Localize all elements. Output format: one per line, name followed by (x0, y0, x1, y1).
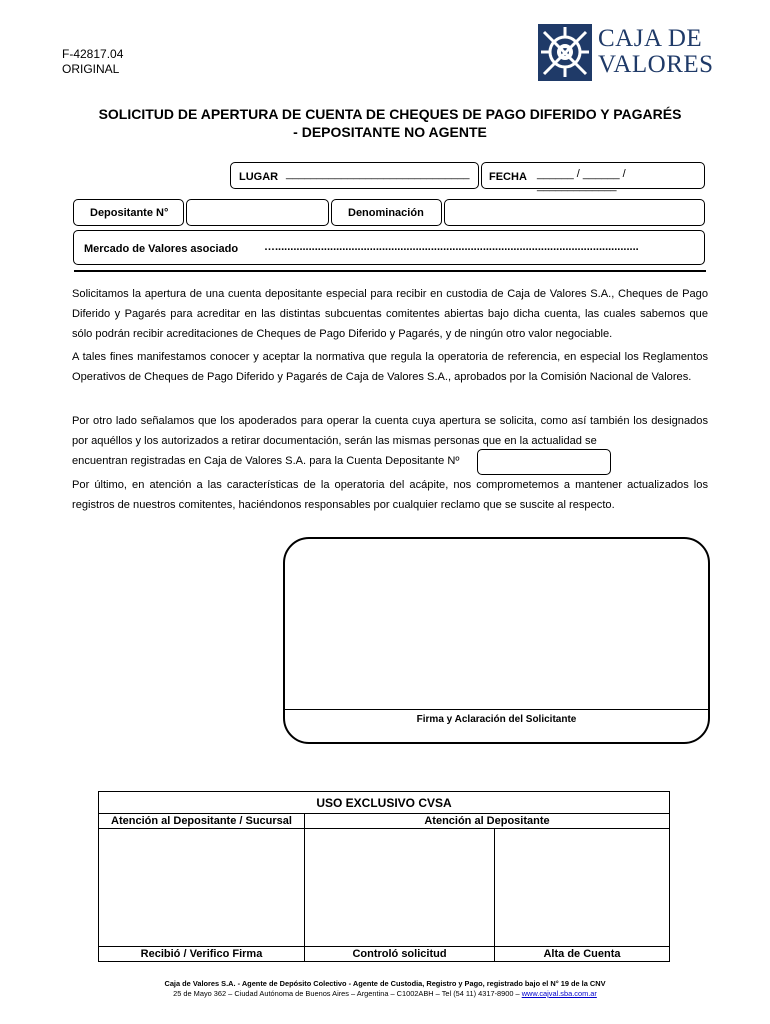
mercado-field[interactable] (73, 230, 705, 265)
footer-line-2: 25 de Mayo 362 – Ciudad Autónoma de Buenos Aires – Argentina – C1002ABH – Tel (54 11) 4317-8900 – (173, 989, 522, 998)
paragraph-1: Solicitamos la apertura de una cuenta depositante especial para recibir en custodia de Caja de Valores S.A., Cheques de Pago Diferido y Pagarés para acreditar en las distintas subcuentas comitentes abiertas bajo dicha cuenta, las cuales sabemos que sólo podrán recibir acreditaciones de Cheques de Pago Diferido y Pagarés, y de ningún otro valor negociable. (72, 288, 708, 340)
denominacion-label-box (331, 199, 442, 226)
form-code-block (62, 47, 123, 77)
denominacion-label: Denominación (348, 207, 424, 219)
title-line-2: - DEPOSITANTE NO AGENTE (293, 124, 487, 140)
signature-box[interactable] (283, 537, 710, 744)
paragraph-3-text: Por otro lado señalamos que los apoderados para operar la cuenta cuya apertura se solicita, como así también los designados por aquéllos y los autorizados a retirar documentación, serán las mismas personas que en la actualidad se (72, 415, 708, 447)
lugar-field[interactable] (230, 162, 479, 189)
form-code: F-42817.04 (62, 47, 124, 61)
paragraph-2: A tales fines manifestamos conocer y aceptar la normativa que regula la operatoria de referencia, en especial los Reglamentos Operativos de Cheques de Pago Diferido y Pagarés de Caja de Valores S.A., aprobados por la Comisión Nacional de Valores. (72, 351, 708, 383)
paragraph-3-last-line: encuentran registradas en Caja de Valores S.A. para la Cuenta Depositante Nº (72, 455, 460, 467)
cvsa-cell-recibio[interactable] (99, 829, 305, 947)
depositante-number-field[interactable] (186, 199, 329, 226)
fecha-field[interactable] (481, 162, 705, 192)
section-divider (74, 270, 706, 272)
cuenta-depositante-field[interactable] (477, 449, 611, 475)
fecha-blank: ______ / ______ / _____________ (537, 168, 626, 192)
mercado-label: Mercado de Valores asociado (84, 243, 239, 255)
footer (60, 979, 710, 999)
cvsa-table (98, 791, 670, 962)
logo-line-2: VALORES (598, 51, 714, 78)
signature-line (285, 709, 708, 710)
cvsa-title: USO EXCLUSIVO CVSA (99, 792, 670, 814)
copy-label: ORIGINAL (62, 62, 120, 76)
logo-line-1: CAJA DE (598, 25, 703, 52)
document-title (60, 105, 720, 141)
cvsa-cell-alta[interactable] (495, 829, 670, 947)
lugar-label: LUGAR (239, 171, 279, 183)
caja-de-valores-logo (538, 24, 714, 82)
title-line-1: SOLICITUD DE APERTURA DE CUENTA DE CHEQUES DE PAGO DIFERIDO Y PAGARÉS (98, 106, 682, 122)
cvsa-foot-recibio: Recibió / Verifico Firma (99, 947, 305, 962)
cvsa-col2-header: Atención al Depositante (305, 814, 670, 829)
vault-emblem-icon (538, 24, 592, 81)
signature-caption: Firma y Aclaración del Solicitante (416, 714, 577, 725)
footer-website-link[interactable]: www.cajval.sba.com.ar (521, 989, 597, 998)
cvsa-cell-controlo[interactable] (305, 829, 495, 947)
footer-line-1: Caja de Valores S.A. - Agente de Depósito Colectivo - Agente de Custodia, Registro y Pago, registrado bajo el N° 19 de la CNV (164, 979, 606, 988)
paragraph-3 (72, 411, 708, 471)
depositante-label: Depositante N° (90, 207, 169, 219)
mercado-dots: …....................................................................................................................... (264, 241, 639, 253)
fecha-label: FECHA (489, 171, 527, 183)
cvsa-foot-controlo: Controló solicitud (305, 947, 495, 962)
cvsa-foot-alta: Alta de Cuenta (495, 947, 670, 962)
lugar-blank: ______________________________ (286, 168, 470, 180)
denominacion-field[interactable] (444, 199, 705, 226)
cvsa-col1-header: Atención al Depositante / Sucursal (99, 814, 305, 829)
paragraph-4: Por último, en atención a las características de la operatoria del acápite, nos comprometemos a mantener actualizados los registros de nuestros comitentes, haciéndonos responsables por cualquier reclamo que se suscite al respecto. (72, 479, 708, 511)
depositante-label-box (73, 199, 184, 226)
